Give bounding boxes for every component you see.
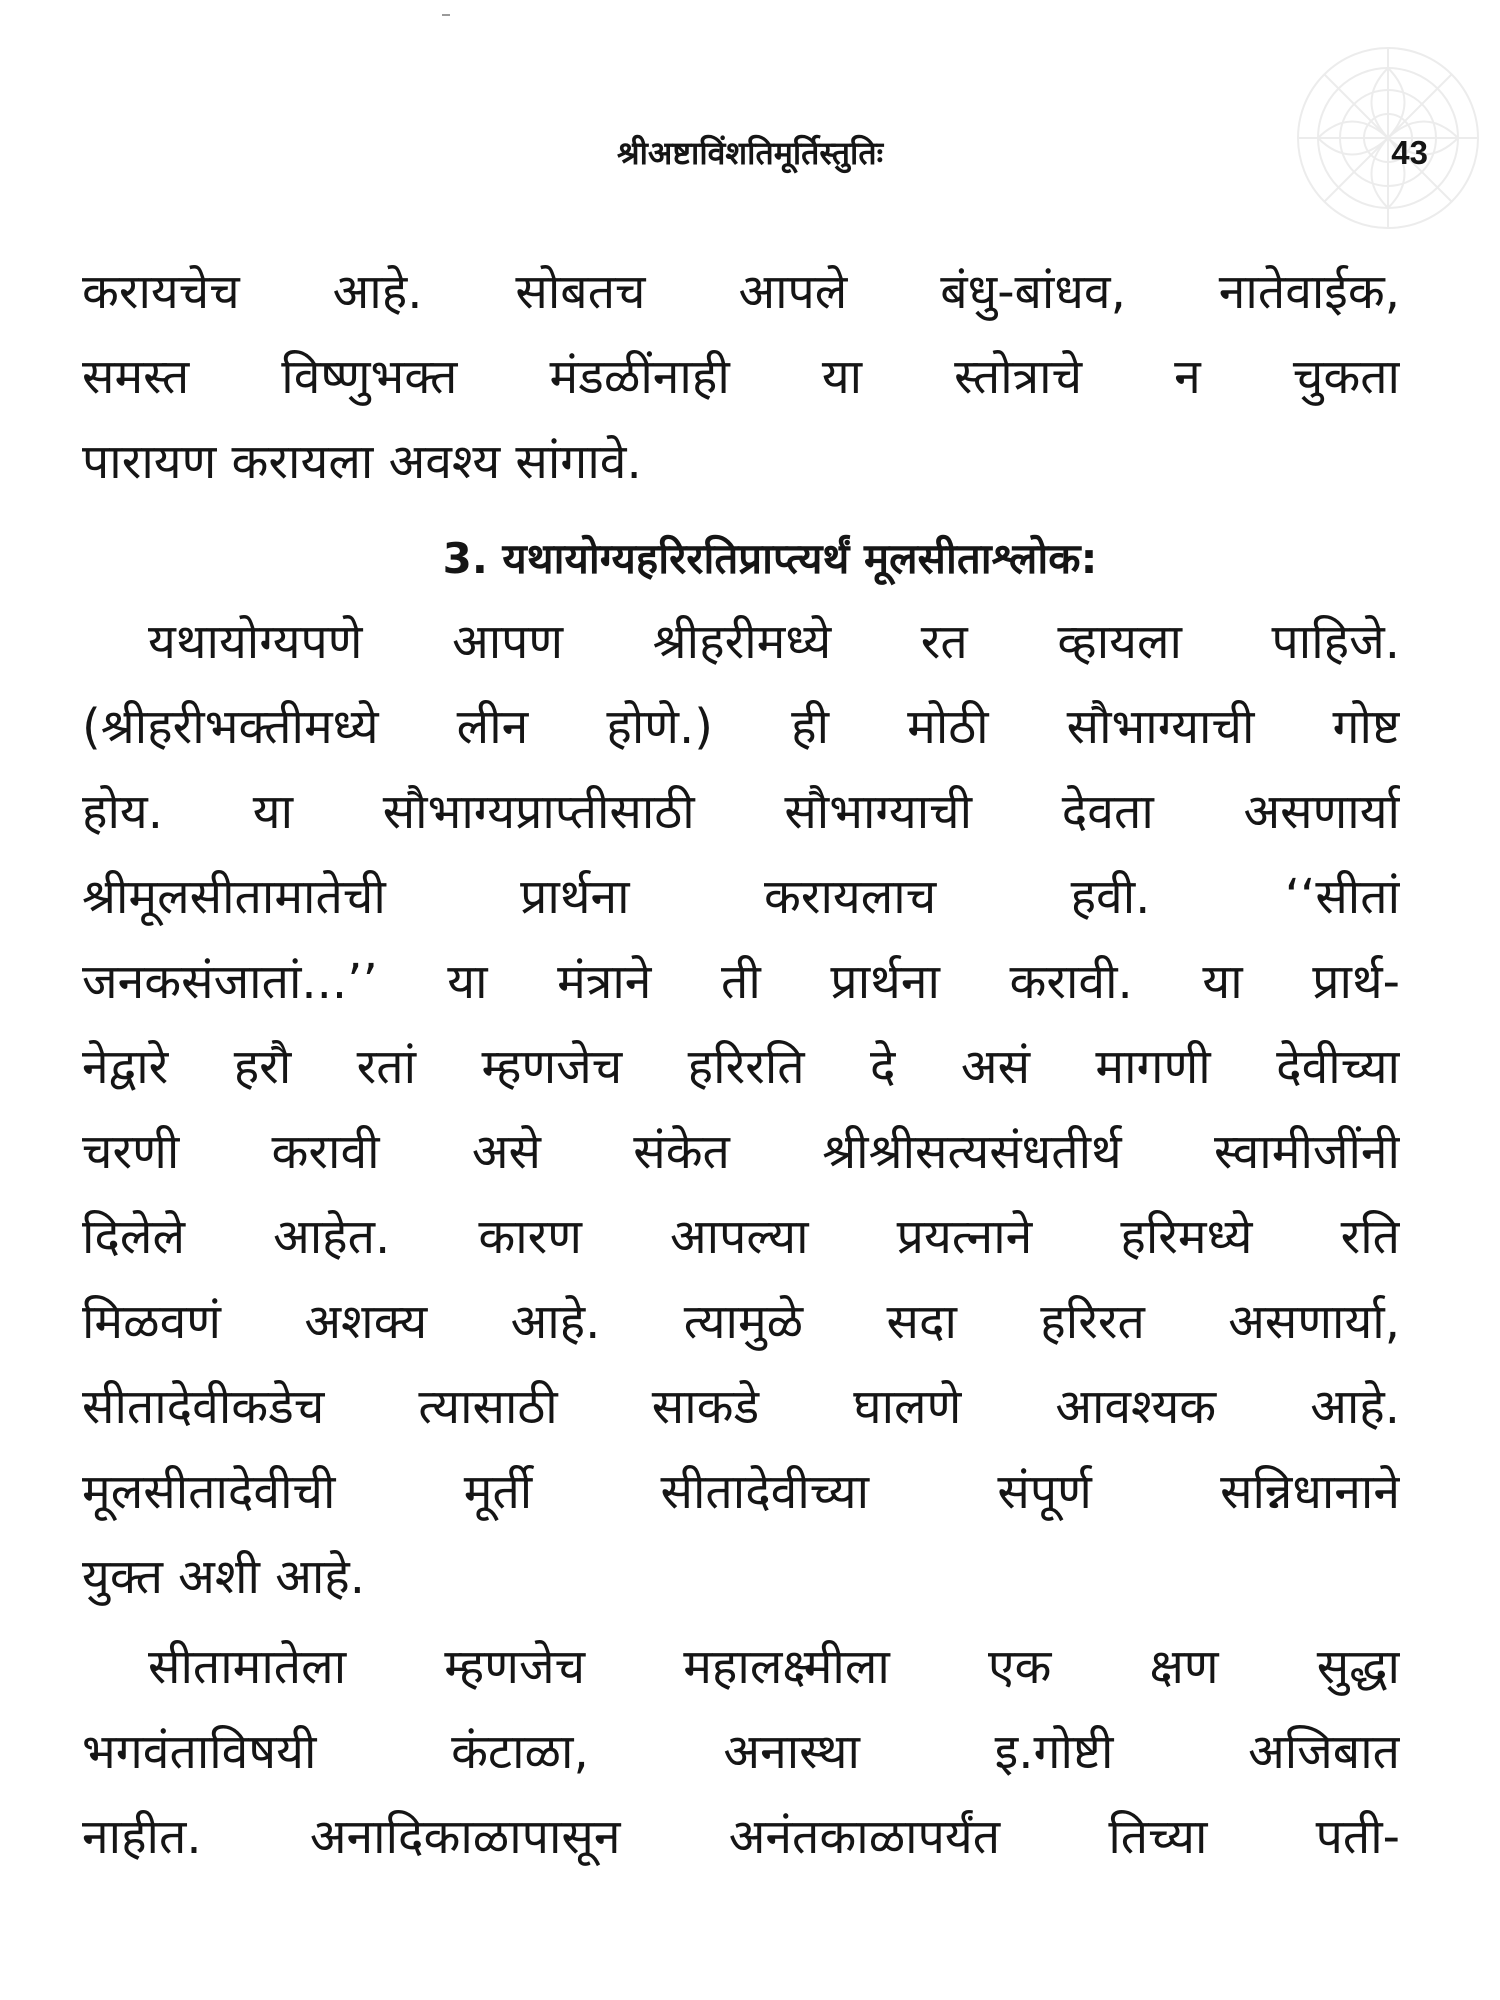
text-line: श्रीमूलसीतामातेची प्रार्थना करायलाच हवी. ‘‘सीतां (82, 869, 1400, 925)
running-title: श्रीअष्टाविंशतिमूर्तिस्तुतिः (616, 134, 884, 172)
text-line: चरणी करावी असे संकेत श्रीश्रीसत्यसंधतीर्थ स्वामीजींनी (82, 1124, 1400, 1180)
text-line: समस्त विष्णुभक्त मंडळींनाही या स्तोत्राचे न चुकता (82, 349, 1400, 405)
text-line: युक्त अशी आहे. (82, 1549, 365, 1605)
text-line: भगवंताविषयी कंटाळा, अनास्था इ.गोष्टी अजिबात (82, 1724, 1400, 1780)
text-line: मूलसीतादेवीची मूर्ती सीतादेवीच्या संपूर्ण सन्निधानाने (82, 1464, 1400, 1520)
text-line: होय. या सौभाग्यप्राप्तीसाठी सौभाग्याची देवता असणार्या (82, 784, 1400, 840)
text-line: यथायोग्यपणे आपण श्रीहरीमध्ये रत व्हायला पाहिजे. (148, 614, 1400, 670)
text-line: सीतामातेला म्हणजेच महालक्ष्मीला एक क्षण सुद्धा (148, 1639, 1400, 1695)
page-number: 43 (1391, 134, 1428, 171)
text-line: सीतादेवीकडेच त्यासाठी साकडे घालणे आवश्यक आहे. (82, 1379, 1400, 1435)
text-line: मिळवणं अशक्य आहे. त्यामुळे सदा हरिरत असणार्या, (82, 1294, 1400, 1350)
text-line: पारायण करायला अवश्य सांगावे. (82, 434, 642, 490)
paragraph-2 (82, 600, 1400, 1620)
running-header (0, 128, 1500, 178)
section-heading: 3. यथायोग्यहरिरतिप्राप्त्यर्थं मूलसीताश्लोक: (442, 534, 1098, 583)
text-line: करायचेच आहे. सोबतच आपले बंधु-बांधव, नातेवाईक, (82, 264, 1400, 320)
scan-mark (442, 14, 450, 16)
text-line: (श्रीहरीभक्तीमध्ये लीन होणे.) ही मोठी सौभाग्याची गोष्ट (82, 699, 1400, 755)
paragraph-1 (82, 250, 1400, 505)
text-line: जनकसंजातां...’’ या मंत्राने ती प्रार्थना करावी. या प्रार्थ- (82, 954, 1400, 1010)
paragraph-3 (82, 1625, 1400, 1880)
text-line: दिलेले आहेत. कारण आपल्या प्रयत्नाने हरिमध्ये रति (82, 1209, 1400, 1265)
text-line: नेद्वारे हरौ रतां म्हणजेच हरिरति दे असं मागणी देवीच्या (82, 1039, 1400, 1095)
text-line: नाहीत. अनादिकाळापासून अनंतकाळापर्यंत तिच्या पती- (82, 1809, 1400, 1865)
